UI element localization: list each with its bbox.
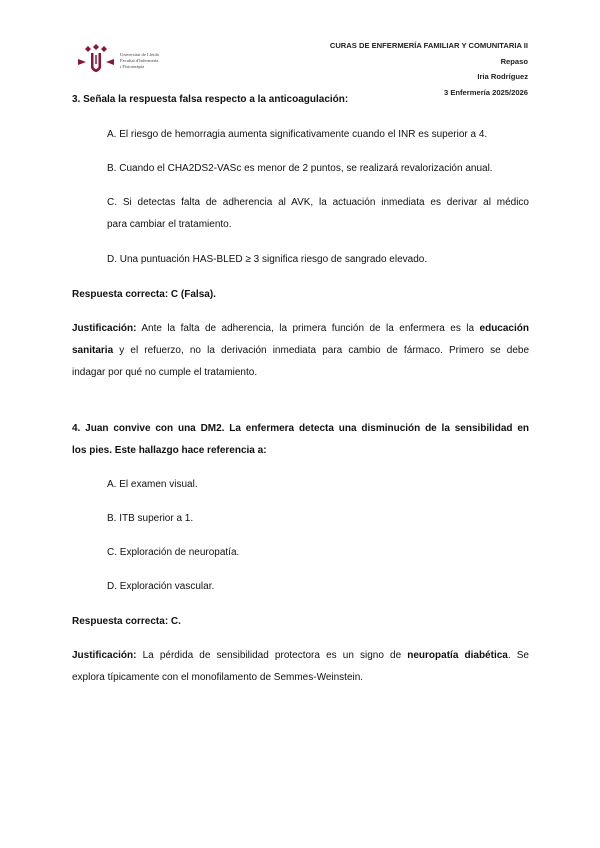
q3-justification-line-3: indagar por qué no cumple el tratamiento.	[72, 367, 258, 378]
q3-option-a: A. El riesgo de hemorragia aumenta significativamente cuando el INR es superior a 4.	[107, 129, 488, 140]
q4-justification-line-1	[72, 645, 529, 668]
q3-justification-text-2: y el refuerzo, no la derivación inmediata para cambio de fármaco. Primero se debe	[113, 345, 529, 356]
author-name: Iria Rodríguez	[477, 72, 528, 81]
document-type: Repaso	[500, 56, 528, 66]
q3-option-c: C. Si detectas falta de adherencia al AVK, la actuación inmediata es derivar al médico	[107, 197, 529, 208]
logo-line-2: Facultat d'Infermeria	[120, 58, 159, 64]
q3-option-b: B. Cuando el CHA2DS2-VASc es menor de 2 puntos, se realizará revalorización anual.	[107, 163, 493, 174]
logo-line-1: Universitat de Lleida	[120, 52, 159, 57]
q3-justification-line-1	[72, 318, 529, 341]
q4-correct-answer: Respuesta correcta: C.	[72, 616, 181, 627]
question-4-line-2: los pies. Este hallazgo hace referencia a:	[72, 445, 267, 456]
university-logo	[74, 42, 184, 78]
q3-justification-bold-1: educación	[479, 323, 529, 334]
q3-justification-text-1: Ante la falta de adherencia, la primera función de la enfermera es la	[136, 323, 480, 334]
q3-justification-line-2	[72, 340, 529, 363]
q3-option-c-continued: para cambiar el tratamiento.	[107, 219, 232, 230]
q3-justification-label: Justificación:	[72, 323, 137, 334]
q3-option-d: D. Una puntuación HAS-BLED ≥ 3 significa riesgo de sangrado elevado.	[107, 254, 428, 265]
question-4-line-1: 4. Juan convive con una DM2. La enfermera detecta una disminución de la sensibilidad en	[72, 423, 529, 434]
q4-justification-label: Justificación:	[72, 650, 137, 661]
q4-option-a: A. El examen visual.	[107, 479, 198, 490]
q4-option-c: C. Exploración de neuropatía.	[107, 547, 240, 558]
document-header	[330, 38, 528, 100]
q4-justification-text-2: . Se	[507, 650, 529, 661]
q3-justification-bold-2: sanitaria	[72, 345, 114, 356]
q4-option-d: D. Exploración vascular.	[107, 581, 215, 592]
q3-correct-answer: Respuesta correcta: C (Falsa).	[72, 289, 216, 300]
academic-year: 3 Enfermería 2025/2026	[443, 87, 528, 97]
q4-justification-line-2: explora típicamente con el monofilamento de Semmes-Weinstein.	[72, 672, 364, 683]
q4-justification-bold: neuropatía diabética	[407, 650, 508, 661]
question-3: 3. Señala la respuesta falsa respecto a la anticoagulación:	[72, 94, 349, 105]
logo-line-3: i Fisioteràpia	[120, 64, 145, 70]
university-crest-icon	[74, 42, 118, 78]
q4-justification-text-1: La pérdida de sensibilidad protectora es un signo de	[136, 650, 408, 661]
q4-option-b: B. ITB superior a 1.	[107, 513, 194, 524]
logo-text	[120, 52, 159, 71]
course-title: CURAS DE ENFERMERÍA FAMILIAR Y COMUNITARIA II	[329, 41, 528, 50]
